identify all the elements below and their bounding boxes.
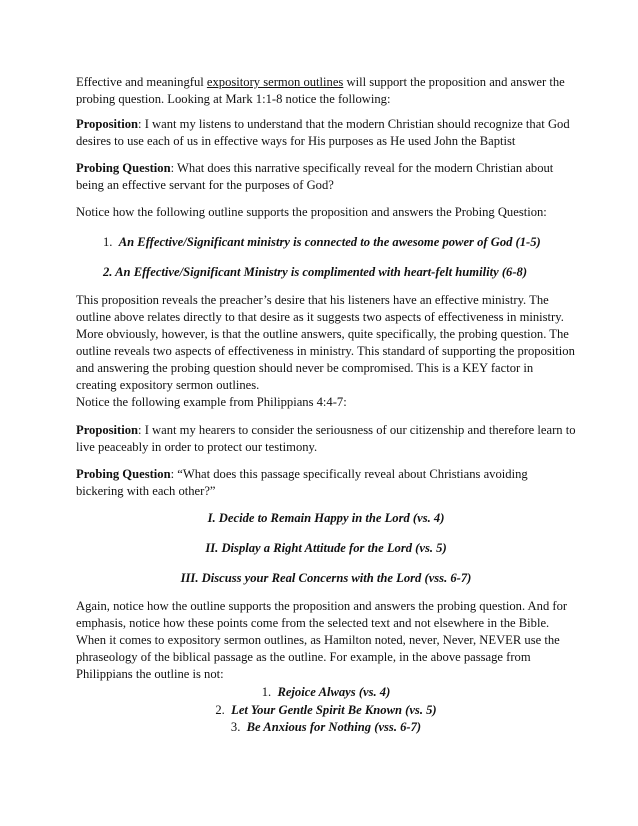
outline-1-point-2 — [103, 264, 583, 281]
proposition-text: : I want my listens to understand that the modern Christian should recognize that God desires to use each of us in effective ways for His purposes as He used John the Baptist — [76, 117, 570, 148]
proposition-label: Proposition — [76, 117, 139, 131]
point-text: Rejoice Always (vs. 4) — [277, 685, 391, 699]
point-text: Be Anxious for Nothing (vss. 6-7) — [246, 720, 422, 734]
probing-question-label: Probing Question — [76, 467, 171, 481]
point-number: 1. — [103, 235, 113, 249]
point-number: 3. — [230, 720, 241, 734]
explanation-paragraph: This proposition reveals the preacher’s desire that his listeners have an effective ministry. The outline above relates directly to that desire as it suggests two aspects of effectiveness in ministry. More obviously, however, is that the outline answers, quite specifically, the probing question. The outline reveals two aspects of effectiveness in ministry. This standard of supporting the proposition and answering the probing question should never be compromised. This is a KEY factor in creating expository sermon outlines. — [76, 293, 575, 392]
notice-outline-paragraph: Notice how the following outline supports the proposition and answers the Probing Question: — [76, 205, 547, 219]
proposition-text: : I want my hearers to consider the seriousness of our citizenship and therefore learn to live peaceably in order to protect our testimony. — [76, 423, 576, 454]
proposition-2 — [76, 422, 576, 456]
proposition-1 — [76, 116, 576, 150]
point-text: An Effective/Significant ministry is connected to the awesome power of God (1-5) — [118, 235, 541, 249]
point-text: Let Your Gentle Spirit Be Known (vs. 5) — [231, 703, 437, 717]
probing-question-2 — [76, 466, 576, 500]
outline-3-point-1 — [76, 684, 576, 701]
closing-paragraph: Again, notice how the outline supports the proposition and answers the probing question. And for emphasis, notice how these points come from the selected text and not elsewhere in the Bible. When it comes to expository sermon outlines, as Hamilton noted, never, Never, NEVER use the phraseology of the biblical passage as the outline. For example, in the above passage from Philippians the outline is not: — [76, 599, 568, 681]
probing-question-1 — [76, 160, 576, 194]
proposition-label: Proposition — [76, 423, 139, 437]
intro-text: Effective and meaningful — [76, 75, 207, 89]
intro-paragraph — [76, 74, 576, 108]
point-number: 1. — [261, 685, 272, 699]
point-text: An Effective/Significant Ministry is complimented with heart-felt humility (6-8) — [115, 265, 528, 279]
notice-example-paragraph: Notice the following example from Philippians 4:4-7: — [76, 395, 347, 409]
outline-1-point-1 — [103, 234, 583, 251]
probing-question-text: : What does this narrative specifically reveal for the modern Christian about being an effective servant for the purposes of God? — [76, 161, 554, 192]
outline-2-point-2: II. Display a Right Attitude for the Lord (vs. 5) — [205, 541, 447, 555]
probing-question-label: Probing Question — [76, 161, 171, 175]
expository-sermon-outlines-link[interactable]: expository sermon outlines — [206, 75, 344, 89]
outline-3-point-2 — [76, 702, 576, 719]
probing-question-text: : “What does this passage specifically reveal about Christians avoiding bickering with each other?” — [76, 467, 528, 498]
outline-2-point-1: I. Decide to Remain Happy in the Lord (vs. 4) — [207, 511, 445, 525]
outline-2-point-3: III. Discuss your Real Concerns with the Lord (vss. 6-7) — [180, 571, 472, 585]
intro-text-end: will support the proposition and answer the probing question. Looking at Mark 1:1-8 notice the following: — [76, 75, 565, 106]
point-number: 2. — [215, 703, 225, 717]
outline-3-point-3 — [76, 719, 576, 736]
point-number: 2. — [103, 265, 113, 279]
